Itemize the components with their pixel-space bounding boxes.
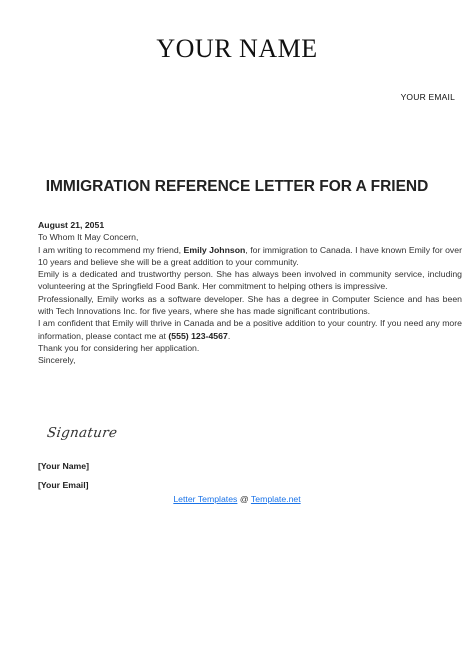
paragraph-1 [38,244,462,269]
p4-text-after: . [227,330,231,341]
signature-image: Signature [45,425,119,441]
paragraph-3: Professionally, Emily works as a software developer. She has a degree in Computer Science and has been with Tech Innovations Inc. for five years, where she has made significant contributions. [38,293,462,317]
footer [0,494,474,504]
signer-name: [Your Name] [38,461,90,471]
header-name: YOUR NAME [156,34,318,63]
friend-name: Emily Johnson [183,244,246,255]
paragraph-2: Emily is a dedicated and trustworthy person. She has always been involved in community service, including volunteering at the Springfield Food Bank. Her commitment to helping others is impressive. [38,269,462,292]
thanks-line: Thank you for considering her application. [38,342,200,353]
p1-text-before: I am writing to recommend my friend, [38,244,184,255]
footer-separator: @ [237,494,251,504]
letter-templates-link[interactable]: Letter Templates [173,494,238,504]
signer-email: [Your Email] [38,480,89,490]
letter-body [38,219,462,367]
letter-date: August 21, 2051 [38,220,105,230]
p1-text-after: , for immigration to Canada. I have known Emily for over 10 years and believe she will be a great addition to your community. [38,244,462,267]
p4-text-before: I am confident that Emily will thrive in Canada and be a positive addition to your country. If you need any more information, please contact me at [38,318,462,341]
letter-title: IMMIGRATION REFERENCE LETTER FOR A FRIEND [45,178,429,195]
paragraph-4 [38,317,462,342]
phone-number: (555) 123-4567 [168,330,228,341]
closing: Sincerely, [38,355,76,366]
template-net-link[interactable]: Template.net [250,494,301,504]
salutation: To Whom It May Concern, [38,232,139,243]
header-email: YOUR EMAIL [400,92,455,102]
